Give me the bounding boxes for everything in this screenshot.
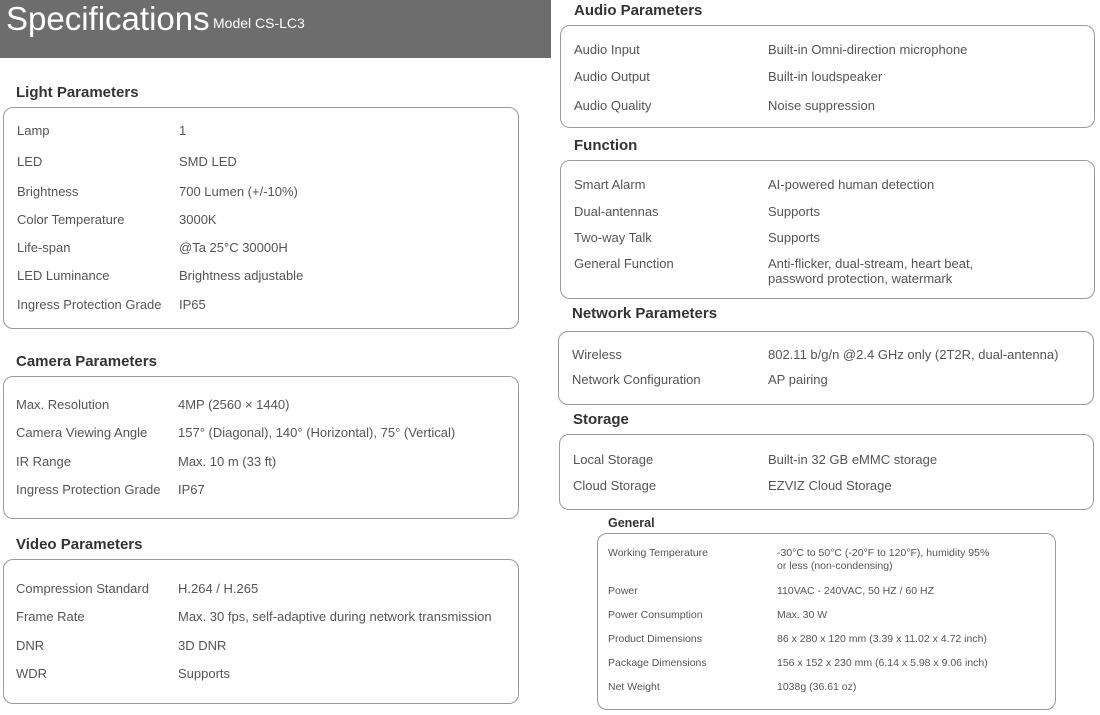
spec-value: Noise suppression [768, 98, 875, 113]
spec-value: 3000K [179, 212, 217, 227]
spec-value: AP pairing [768, 372, 828, 387]
model-label: Model CS-LC3 [213, 15, 305, 31]
camera-parameters-title: Camera Parameters [16, 353, 157, 370]
spec-value: 157° (Diagonal), 140° (Horizontal), 75° (Vertical) [178, 425, 456, 440]
spec-value: 3D DNR [178, 638, 227, 653]
spec-value: -30°C to 50°C (-20°F to 120°F), humidity 95% or less (non-condensing) [777, 547, 990, 572]
spec-value: Supports [768, 204, 821, 219]
spec-key: Ingress Protection Grade [17, 297, 162, 312]
video-parameters-title: Video Parameters [16, 536, 143, 553]
function-box [560, 160, 1095, 299]
spec-value: 700 Lumen (+/-10%) [179, 184, 298, 199]
spec-key: Power Consumption [608, 609, 703, 621]
spec-key: Ingress Protection Grade [16, 482, 161, 497]
spec-key: Net Weight [608, 681, 660, 693]
spec-value: Max. 10 m (33 ft) [178, 454, 277, 469]
light-parameters-title: Light Parameters [16, 84, 139, 101]
spec-key: Cloud Storage [573, 478, 657, 493]
function-title: Function [574, 137, 638, 154]
spec-key: Package Dimensions [608, 657, 707, 669]
spec-key: Network Configuration [572, 372, 701, 387]
spec-value: IP67 [178, 482, 205, 497]
spec-value: @Ta 25°C 30000H [179, 240, 288, 255]
spec-value: 1038g (36.61 oz) [777, 681, 857, 693]
spec-value: Supports [178, 666, 231, 681]
storage-box [559, 434, 1094, 510]
spec-value: Max. 30 W [777, 609, 828, 621]
spec-value: 86 x 280 x 120 mm (3.39 x 11.02 x 4.72 inch) [777, 633, 987, 645]
spec-value: EZVIZ Cloud Storage [768, 478, 892, 493]
spec-key: Camera Viewing Angle [16, 425, 148, 440]
spec-value: IP65 [179, 297, 206, 312]
spec-value: Brightness adjustable [179, 268, 304, 283]
spec-key: Local Storage [573, 452, 654, 467]
spec-key: General Function [574, 256, 674, 271]
spec-key: Two-way Talk [574, 230, 652, 245]
page-title: Specifications [6, 0, 210, 37]
spec-value: H.264 / H.265 [178, 581, 259, 596]
spec-value: Built-in loudspeaker [768, 69, 883, 84]
spec-key: Product Dimensions [608, 633, 702, 645]
spec-key: Wireless [572, 347, 622, 362]
spec-value: 4MP (2560 × 1440) [178, 397, 290, 412]
spec-key: Brightness [17, 184, 79, 199]
spec-key: IR Range [16, 454, 71, 469]
spec-value: 156 x 152 x 230 mm (6.14 x 5.98 x 9.06 inch) [777, 657, 988, 669]
audio-parameters-title: Audio Parameters [574, 2, 703, 19]
spec-value: 802.11 b/g/n @2.4 GHz only (2T2R, dual-antenna) [768, 347, 1059, 362]
spec-key: Life-span [17, 240, 71, 255]
spec-key: LED Luminance [17, 268, 110, 283]
storage-title: Storage [573, 411, 629, 428]
audio-parameters-box [560, 25, 1095, 128]
video-parameters-box [3, 559, 519, 704]
spec-key: Compression Standard [16, 581, 149, 596]
spec-value: Supports [768, 230, 821, 245]
header-banner [0, 0, 551, 58]
general-title: General [608, 516, 655, 530]
spec-key: Power [608, 585, 638, 597]
spec-key: Lamp [17, 123, 50, 138]
spec-key: Audio Quality [574, 98, 652, 113]
network-parameters-box [558, 331, 1094, 405]
spec-key: Smart Alarm [574, 177, 646, 192]
spec-key: Audio Output [574, 69, 650, 84]
spec-key: WDR [16, 666, 48, 681]
spec-value: Built-in Omni-direction microphone [768, 42, 968, 57]
spec-value: AI-powered human detection [768, 177, 935, 192]
spec-key: Audio Input [574, 42, 640, 57]
spec-value: Anti-flicker, dual-stream, heart beat, password protection, watermark [768, 256, 974, 286]
spec-value: SMD LED [179, 154, 237, 169]
spec-key: Color Temperature [17, 212, 125, 227]
light-parameters-box [3, 107, 519, 329]
camera-parameters-box [3, 376, 519, 519]
spec-key: Frame Rate [16, 609, 85, 624]
spec-value: 1 [179, 123, 187, 138]
spec-key: Max. Resolution [16, 397, 110, 412]
spec-key: DNR [16, 638, 45, 653]
general-box [597, 533, 1056, 710]
spec-value: Built-in 32 GB eMMC storage [768, 452, 938, 467]
spec-key: LED [17, 154, 43, 169]
spec-value: Max. 30 fps, self-adaptive during network transmission [178, 609, 492, 624]
spec-key: Dual-antennas [574, 204, 659, 219]
spec-key: Working Temperature [608, 547, 708, 559]
network-parameters-title: Network Parameters [572, 305, 718, 322]
spec-value: 110VAC - 240VAC, 50 HZ / 60 HZ [777, 585, 934, 597]
